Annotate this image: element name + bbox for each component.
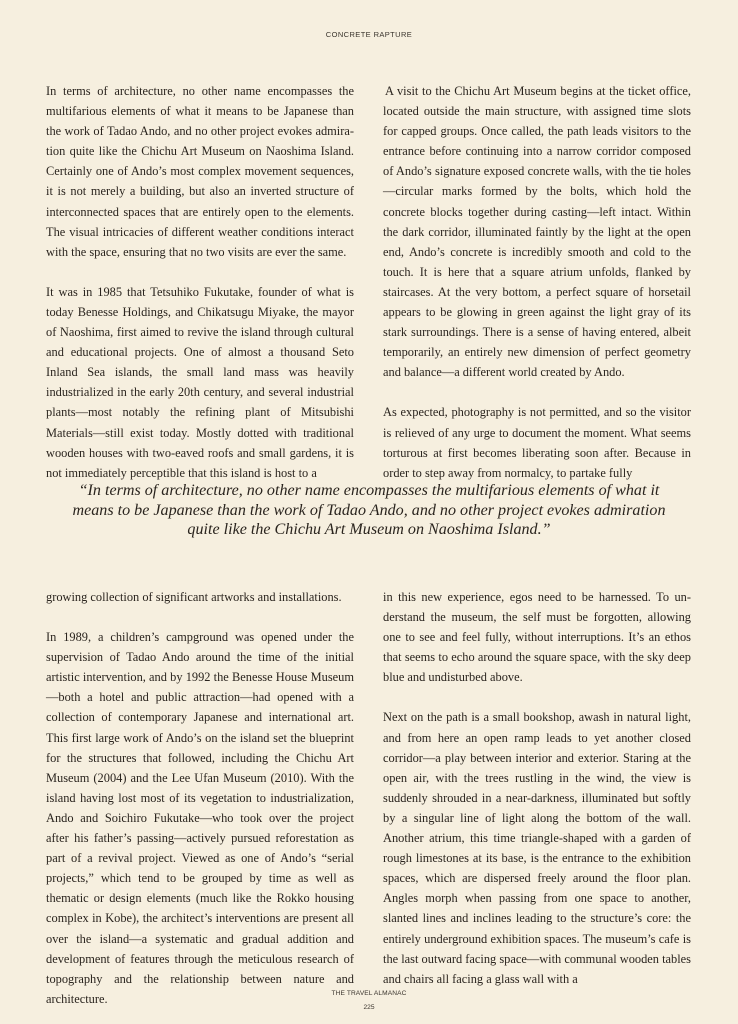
paragraph-continuation: growing collection of significant artworks and installations. <box>46 590 342 604</box>
paragraph-bookshop: Next on the path is a small bookshop, awash in natural light, and from here an open ramp leads to yet another closed corridor—a play between interior and exterior. Staring at the open air, with the trees rustling in the wind, the view is suddenly shrouded in a near-darkness, illuminated but softly by a singular line of light along the bottom of the wall. Another atrium, this time triangle-shaped with a garden of rough limestones at its base, is the entrance to the exhibition spaces, which are dispersed freely around the floor plan. Angles morph when passing from one space to another, slanted lines and inclines leading to the structure’s core: the entirely underground exhibition spaces. The museum’s cafe is the last outward facing space—with communal wooden tables and chairs all facing a glass wall with a <box>383 710 691 986</box>
page-number: 225 <box>363 1004 375 1011</box>
running-head: CONCRETE RAPTURE <box>325 30 413 39</box>
column-top-left <box>46 81 354 483</box>
column-top-right <box>383 81 691 483</box>
paragraph-ego: in this new experience, egos need to be harnessed. To understand the museum, the self must be forgotten, allowing one to see and feel fully, without interruptions. It’s an ethos that seems to echo around the square space, with the sky deep blue and undisturbed above. <box>383 590 691 685</box>
paragraph-1989: In 1989, a children’s campground was opened under the supervision of Tadao Ando around the time of the initial artistic intervention, and by 1992 the Benesse House Museum—both a hotel and public attraction—had opened with a collection of contemporary Japanese and international art. This first large work of Ando’s on the island set the blueprint for the structures that followed, including the Chichu Art Museum (2004) and the Lee Ufan Museum (2010). With the island having lost most of its vegetation to industrialization, Ando and Soichiro Fukutake—who took over the project after his father’s passing—actively pursued reforestation as part of a revival project. Viewed as one of Ando’s “serial projects,” which tend to be grouped by time as well as thematic or design elements (much like the Rokko housing complex in Kobe), the architect’s interventions are present all over the island—a systematic and gradual addition and development of features through the meticulous research of topography and the relationship between nature and architecture. <box>46 630 354 1006</box>
paragraph-visit: A visit to the Chichu Art Museum begins at the ticket office, located outside the main structure, with assigned time slots for capped groups. Once called, the path leads visitors to the entrance before continuing into a narrow corridor composed of Ando’s signature exposed concrete walls, with the tie holes—circular marks formed by the bolts, which hold the concrete blocks together during casting—left intact. Within the dark corridor, illuminated faintly by the light at the open end, Ando’s concrete is incredibly smooth and cold to the touch. It is here that a square atrium unfolds, flanked by staircases. At the very bottom, a perfect square of horsetail appears to be glowing in green against the light gray of its stark surroundings. There is a sense of having entered, albeit temporarily, an entirely new dimension of perfect geometry and balance—a different world created by Ando. <box>383 84 691 380</box>
pull-quote: “In terms of architecture, no other name encompasses the multifarious elements of what it means to be Japanese than the work of Tadao Ando, and no other project evokes admiration quite like the Chichu Art Museum on Naoshima Island.” <box>72 482 666 538</box>
paragraph-intro: In terms of architecture, no other name encompasses the multifarious elements of what it means to be Japanese than the work of Tadao Ando, and no other project evokes admiration quite like the Chichu Art Museum on Naoshima Island. Certainly one of Ando’s most complex movement sequences, it is not merely a building, but also an inverted structure of interconnected spaces that are entirely open to the elements. The visual intricacies of different weather conditions interact with the space, ensuring that no two visits are ever the same. <box>46 84 354 259</box>
column-bottom-left <box>46 587 354 1009</box>
paragraph-photography: As expected, photography is not permitted, and so the visitor is relieved of any urge to document the moment. What seems torturous at first becomes liberating soon after. Because in order to step away from normalcy, to partake fully <box>383 405 691 480</box>
footer-publication: THE TRAVEL ALMANAC <box>331 990 407 997</box>
paragraph-history: It was in 1985 that Tetsuhiko Fukutake, founder of what is today Benesse Holdings, and Chikatsugu Miyake, the mayor of Naoshima, first aimed to revive the island through cultural and educational projects. One of almost a thousand Seto Inland Sea islands, the small land mass was heavily industrialized in the early 20th century, and several industrial plants—most notably the refining plant of Mitsubishi Materials—still exist today. Mostly dotted with traditional wooden houses with two-eaved roofs and small gardens, it is not immediately perceptible that this island is host to a <box>46 284 354 480</box>
column-bottom-right <box>383 587 691 989</box>
